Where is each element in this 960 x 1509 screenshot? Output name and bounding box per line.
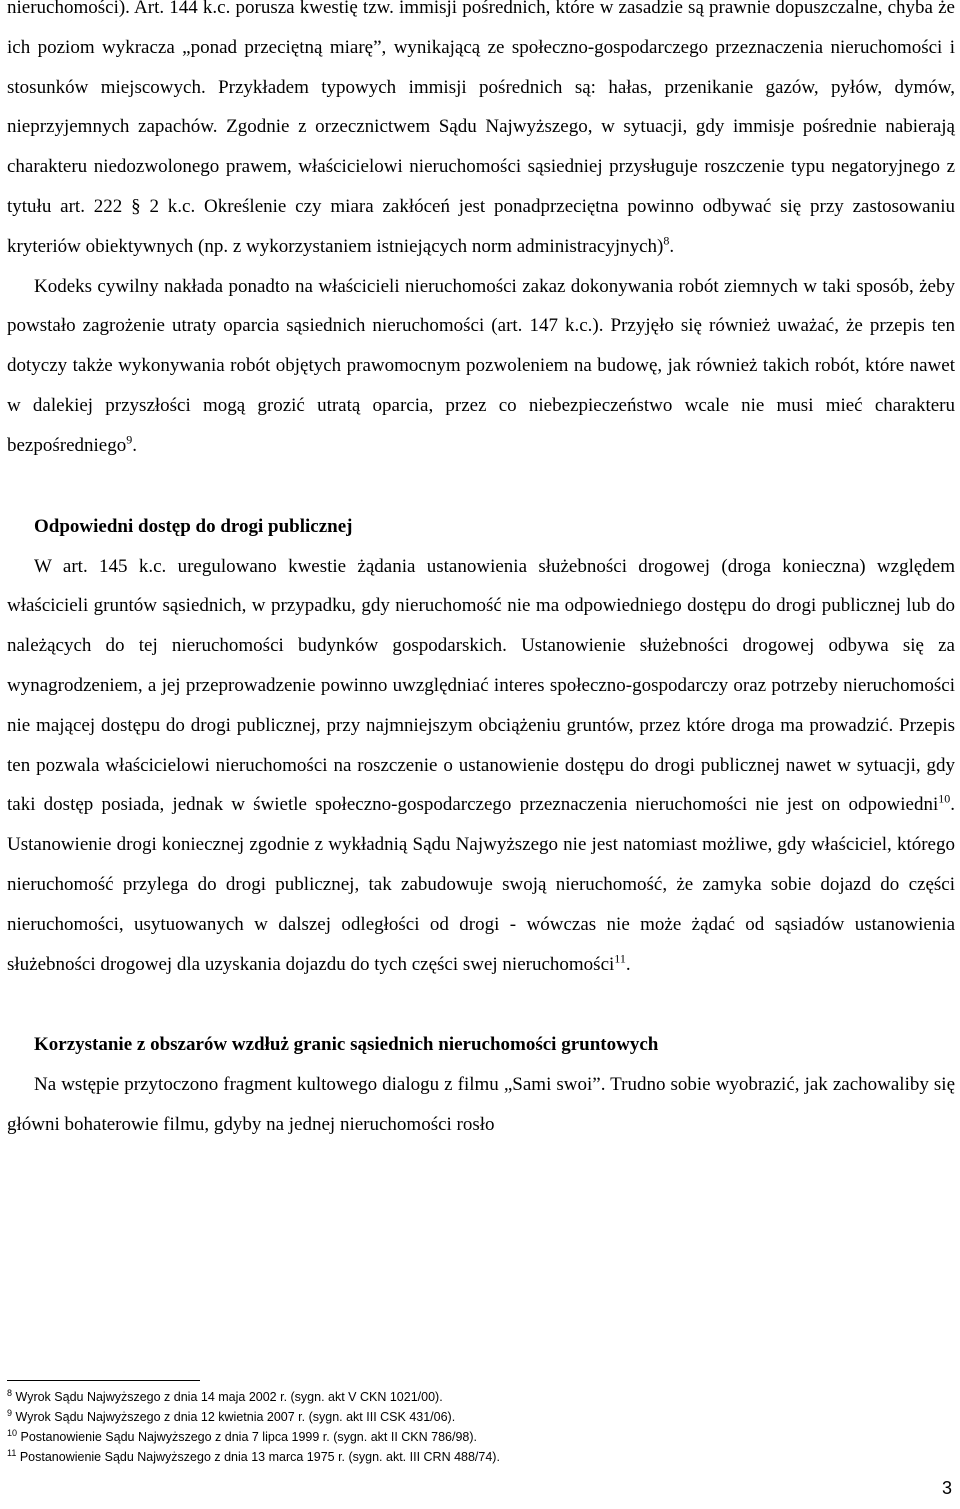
footnote-separator bbox=[7, 1380, 200, 1381]
footnote-8 bbox=[7, 1387, 955, 1407]
paragraph-immisje bbox=[7, 0, 955, 267]
footnote-ref: 8 bbox=[663, 233, 670, 248]
paragraph-droga-konieczna bbox=[7, 547, 955, 985]
footnote-ref: 9 bbox=[126, 432, 133, 447]
footnote-text: Postanowienie Sądu Najwyższego z dnia 7 lipca 1999 r. (sygn. akt II CKN 786/98). bbox=[20, 1430, 478, 1444]
footnote-text: Postanowienie Sądu Najwyższego z dnia 13 marca 1975 r. (sygn. akt. III CRN 488/74). bbox=[19, 1450, 500, 1464]
paragraph-end: . bbox=[625, 953, 631, 975]
footnote-number: 11 bbox=[7, 1447, 17, 1458]
paragraph-roboty-ziemne bbox=[7, 267, 955, 466]
footnote-10 bbox=[7, 1427, 955, 1447]
footnote-ref: 11 bbox=[614, 951, 626, 966]
footnote-number: 8 bbox=[7, 1387, 13, 1398]
footnote-number: 10 bbox=[7, 1427, 18, 1438]
page-number: 3 bbox=[941, 1478, 952, 1498]
section-heading-dostep-do-drogi: Odpowiedni dostęp do drogi publicznej bbox=[34, 515, 353, 537]
paragraph-text: Kodeks cywilny nakłada ponadto na właścicieli nieruchomości zakaz dokonywania robót ziemnych w taki sposób, żeby powstało zagrożenie utraty oparcia sąsiednich nieruchomości (art. 147 k.c.). Przyjęło się również uważać, że przepis ten dotyczy także wykonywania robót objętych prawomocnym pozwoleniem na budowę, jak również takich robót, które nawet w dalekiej przyszłości mogą grozić utratą oparcia, przez co niebezpieczeństwo wcale nie musi mieć charakteru bezpośredniego bbox=[7, 275, 955, 456]
footnote-ref: 10 bbox=[938, 792, 951, 807]
document-page bbox=[7, 0, 955, 1145]
footnote-text: Wyrok Sądu Najwyższego z dnia 12 kwietnia 2007 r. (sygn. akt III CSK 431/06). bbox=[15, 1410, 456, 1424]
footnote-11 bbox=[7, 1447, 955, 1467]
footnotes bbox=[7, 1380, 955, 1467]
paragraph-text: W art. 145 k.c. uregulowano kwestie żądania ustanowienia służebności drogowej (droga konieczna) względem właścicieli gruntów sąsiednich, w przypadku, gdy nieruchomość nie ma odpowiedniego dostępu do drogi publicznej lub do należących do tej nieruchomości budynków gospodarskich. Ustanowienie służebności drogowej odbywa się za wynagrodzeniem, a jej przeprowadzenie powinno uwzględniać interes społeczno-gospodarczy oraz potrzeby nieruchomości nie mającej dostępu do drogi publicznej, przy najmniejszym obciążeniu gruntów, przez które droga ma prowadzić. Przepis ten pozwala właścicielowi nieruchomości na roszczenie o ustanowienie dostępu do drogi publicznej nawet w sytuacji, gdy taki dostęp posiada, jednak w świetle społeczno-gospodarczego przeznaczenia nieruchomości nie jest on odpowiedni bbox=[7, 555, 955, 816]
paragraph-sami-swoi: Na wstępie przytoczono fragment kultowego dialogu z filmu „Sami swoi”. Trudno sobie wyobrazić, jak zachowaliby się główni bohaterowie filmu, gdyby na jednej nieruchomości rosło bbox=[7, 1074, 955, 1136]
section-heading-obszary-wzdluz-granic: Korzystanie z obszarów wzdłuż granic sąsiednich nieruchomości gruntowych bbox=[34, 1034, 659, 1056]
paragraph-text: . Ustanowienie drogi koniecznej zgodnie z wykładnią Sądu Najwyższego nie jest natomiast możliwe, gdy właściciel, którego nieruchomość przylega do drogi publicznej, tak zabudowuje swoją nieruchomość, że zamyka sobie dojazd do części nieruchomości, usytuowanych w dalszej odległości od drogi - wówczas nie może żądać od sąsiadów ustanowienia służebności drogowej dla uzyskania dojazdu do tych części swej nieruchomości bbox=[7, 794, 955, 975]
paragraph-end: . bbox=[669, 235, 675, 257]
footnote-9 bbox=[7, 1407, 955, 1427]
paragraph-text: nieruchomości). Art. 144 k.c. porusza kwestię tzw. immisji pośrednich, które w zasadzie są prawnie dopuszczalne, chyba że ich poziom wykracza „ponad przeciętną miarę”, wynikającą ze społeczno-gospodarczego przeznaczenia nieruchomości i stosunków miejscowych. Przykładem typowych immisji pośrednich są: hałas, przenikanie gazów, pyłów, dymów, nieprzyjemnych zapachów. Zgodnie z orzecznictwem Sądu Najwyższego, w sytuacji, gdy immisje pośrednie nabierają charakteru niedozwolonego prawem, właścicielowi nieruchomości sąsiedniej przysługuje roszczenie typu negatoryjnego z tytułu art. 222 § 2 k.c. Określenie czy miara zakłóceń jest ponadprzeciętna powinno odbywać się przy zastosowaniu kryteriów obiektywnych (np. z wykorzystaniem istniejących norm administracyjnych) bbox=[7, 0, 955, 257]
footnote-text: Wyrok Sądu Najwyższego z dnia 14 maja 2002 r. (sygn. akt V CKN 1021/00). bbox=[15, 1390, 443, 1404]
paragraph-end: . bbox=[132, 434, 137, 456]
footnote-number: 9 bbox=[7, 1407, 13, 1418]
